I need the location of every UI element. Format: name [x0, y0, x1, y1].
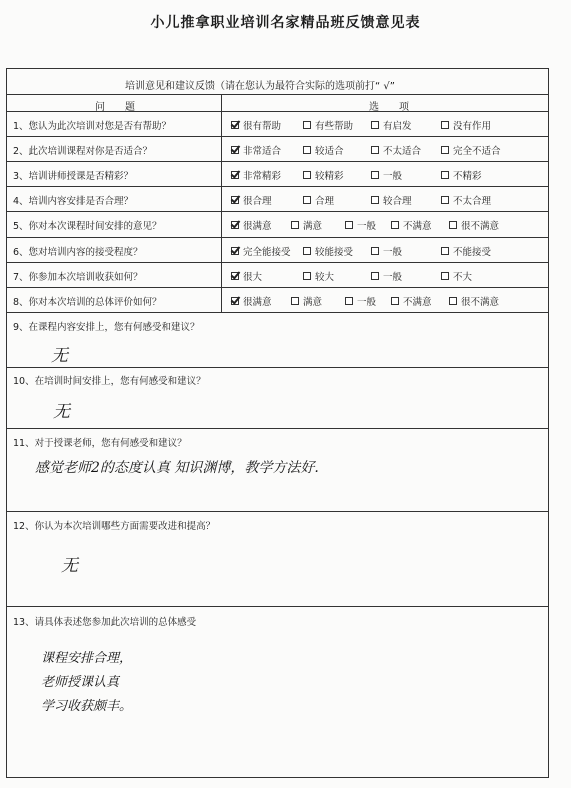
option-label: 满意: [303, 296, 323, 308]
row-divider: [7, 237, 548, 238]
question-2-option[interactable]: [371, 143, 421, 157]
option-label: 合理: [315, 196, 335, 208]
checkbox-icon[interactable]: [371, 171, 379, 179]
divider: [7, 428, 548, 429]
row-divider: [7, 262, 548, 263]
question-5-option[interactable]: [291, 218, 322, 232]
question-3-option[interactable]: [371, 168, 402, 182]
checkbox-icon[interactable]: [303, 272, 311, 280]
option-label: 非常精彩: [243, 171, 282, 183]
question-7-option[interactable]: [231, 269, 262, 283]
checkbox-icon[interactable]: [441, 121, 449, 129]
divider: [7, 94, 548, 95]
option-label: 非常适合: [243, 146, 282, 158]
row-divider: [7, 287, 548, 288]
checkbox-icon[interactable]: [441, 247, 449, 255]
row-divider: [7, 136, 548, 137]
option-label: 没有作用: [453, 121, 492, 132]
checkbox-icon[interactable]: [291, 221, 299, 229]
checkbox-icon[interactable]: [303, 247, 311, 255]
option-label: 较能接受: [315, 246, 354, 258]
column-header-question: 问 题: [95, 102, 135, 113]
open-question-12: 12、你认为本次培训哪些方面需要改进和提高？: [13, 521, 216, 532]
option-label: 很大: [243, 271, 263, 283]
option-label: 不太适合: [383, 146, 422, 158]
checkbox-icon[interactable]: [303, 146, 311, 154]
question-3-option[interactable]: [303, 168, 344, 182]
option-label: 较大: [315, 271, 335, 283]
question-6: 6、您对培训内容的接受程度？: [13, 246, 143, 258]
feedback-form-table: [6, 68, 549, 778]
checkbox-icon[interactable]: [371, 196, 379, 204]
question-2-option[interactable]: [303, 143, 344, 157]
option-label: 较精彩: [315, 171, 344, 183]
option-label: 一般: [383, 246, 403, 258]
checkbox-icon[interactable]: [441, 272, 449, 280]
question-1-option[interactable]: [371, 118, 412, 132]
question-8-option[interactable]: [345, 294, 376, 308]
open-question-13: 13、请具体表述您参加此次培训的总体感受: [13, 617, 197, 628]
answer-13-line-2: 老师授课认真: [41, 675, 120, 690]
question-7-option[interactable]: [371, 269, 402, 283]
question-4-option[interactable]: [441, 193, 491, 207]
open-question-11: 11、对于授课老师，您有何感受和建议？: [13, 438, 187, 449]
option-label: 很有帮助: [243, 121, 282, 132]
question-8-option[interactable]: [449, 294, 499, 308]
question-1-option[interactable]: [303, 118, 353, 132]
question-8-option[interactable]: [391, 294, 432, 308]
option-label: 很满意: [243, 296, 272, 308]
answer-11: 感觉老师2的态度认真 知识渊博，教学方法好.: [35, 460, 319, 476]
option-label: 一般: [357, 221, 377, 233]
checked-checkbox-icon[interactable]: [231, 171, 239, 179]
row-divider: [7, 211, 548, 212]
question-6-option[interactable]: [441, 244, 491, 258]
divider: [7, 606, 548, 607]
question-4-option[interactable]: [371, 193, 412, 207]
option-label: 不能接受: [453, 246, 492, 258]
question-4-option[interactable]: [303, 193, 334, 207]
option-label: 一般: [357, 296, 377, 308]
option-label: 不精彩: [453, 171, 482, 183]
option-label: 有启发: [383, 121, 412, 132]
option-label: 很不满意: [461, 221, 500, 233]
checkbox-icon[interactable]: [449, 221, 457, 229]
checked-checkbox-icon[interactable]: [231, 146, 239, 154]
open-question-10: 10、在培训时间安排上，您有何感受和建议？: [13, 376, 206, 387]
question-2: 2、此次培训课程对你是否适合？: [13, 146, 153, 158]
question-5-option[interactable]: [449, 218, 499, 232]
checkbox-icon[interactable]: [371, 247, 379, 255]
divider: [7, 111, 548, 112]
checkbox-icon[interactable]: [441, 196, 449, 204]
question-2-option[interactable]: [231, 143, 281, 157]
question-1-option[interactable]: [441, 118, 491, 132]
column-divider: [221, 94, 222, 312]
question-8: 8、你对本次培训的总体评价如何？: [13, 296, 162, 308]
answer-13-line-1: 课程安排合理，: [41, 651, 133, 666]
divider: [7, 312, 548, 313]
option-label: 较适合: [315, 146, 344, 158]
checked-checkbox-icon[interactable]: [231, 221, 239, 229]
question-6-option[interactable]: [303, 244, 353, 258]
answer-10: 无: [53, 402, 70, 422]
checkbox-icon[interactable]: [391, 221, 399, 229]
open-question-9: 9、在课程内容安排上，您有何感受和建议？: [13, 322, 200, 333]
question-6-option[interactable]: [231, 244, 291, 258]
question-5-option[interactable]: [231, 218, 272, 232]
option-label: 很满意: [243, 221, 272, 233]
column-header-options: 选 项: [369, 102, 409, 113]
checkbox-icon[interactable]: [303, 196, 311, 204]
checked-checkbox-icon[interactable]: [231, 121, 239, 129]
option-label: 有些帮助: [315, 121, 354, 132]
answer-12: 无: [61, 556, 78, 576]
checkbox-icon[interactable]: [391, 297, 399, 305]
section-header: 培训意见和建议反馈（请在您认为最符合实际的选项前打“ √”: [125, 81, 395, 92]
question-6-option[interactable]: [371, 244, 402, 258]
checked-checkbox-icon[interactable]: [231, 272, 239, 280]
checkbox-icon[interactable]: [303, 171, 311, 179]
checkbox-icon[interactable]: [345, 221, 353, 229]
question-7-option[interactable]: [303, 269, 334, 283]
question-8-option[interactable]: [231, 294, 272, 308]
answer-9: 无: [51, 346, 68, 366]
checkbox-icon[interactable]: [449, 297, 457, 305]
question-3-option[interactable]: [441, 168, 482, 182]
answer-13: [41, 647, 132, 719]
option-label: 一般: [383, 271, 403, 283]
question-7: 7、你参加本次培训收获如何？: [13, 271, 143, 283]
question-3-option[interactable]: [231, 168, 281, 182]
checkbox-icon[interactable]: [345, 297, 353, 305]
question-3: 3、培训讲师授课是否精彩？: [13, 171, 134, 183]
option-label: 不太合理: [453, 196, 492, 208]
option-label: 很合理: [243, 196, 272, 208]
option-label: 完全能接受: [243, 246, 291, 258]
question-5-option[interactable]: [391, 218, 432, 232]
checkbox-icon[interactable]: [371, 121, 379, 129]
question-7-option[interactable]: [441, 269, 472, 283]
checked-checkbox-icon[interactable]: [231, 247, 239, 255]
question-2-option[interactable]: [441, 143, 501, 157]
question-4-option[interactable]: [231, 193, 272, 207]
option-label: 不满意: [403, 296, 432, 308]
answer-13-line-3: 学习收获颇丰。: [41, 699, 133, 714]
checkbox-icon[interactable]: [303, 121, 311, 129]
row-divider: [7, 186, 548, 187]
question-1-option[interactable]: [231, 118, 281, 132]
question-4: 4、培训内容安排是否合理？: [13, 196, 134, 208]
checkbox-icon[interactable]: [371, 146, 379, 154]
divider: [7, 367, 548, 368]
divider: [7, 511, 548, 512]
option-label: 不满意: [403, 221, 432, 233]
question-5-option[interactable]: [345, 218, 376, 232]
option-label: 一般: [383, 171, 403, 183]
question-5: 5、你对本次课程时间安排的意见？: [13, 221, 162, 233]
row-divider: [7, 161, 548, 162]
checkbox-icon[interactable]: [441, 171, 449, 179]
option-label: 完全不适合: [453, 146, 501, 158]
checked-checkbox-icon[interactable]: [231, 196, 239, 204]
form-title: 小儿推拿职业培训名家精品班反馈意见表: [150, 15, 421, 31]
checked-checkbox-icon[interactable]: [231, 297, 239, 305]
option-label: 较合理: [383, 196, 412, 208]
option-label: 满意: [303, 221, 323, 233]
checkbox-icon[interactable]: [371, 272, 379, 280]
question-8-option[interactable]: [291, 294, 322, 308]
option-label: 很不满意: [461, 296, 500, 308]
checkbox-icon[interactable]: [291, 297, 299, 305]
question-1: 1、您认为此次培训对您是否有帮助？: [13, 121, 172, 132]
checkbox-icon[interactable]: [441, 146, 449, 154]
option-label: 不大: [453, 271, 473, 283]
